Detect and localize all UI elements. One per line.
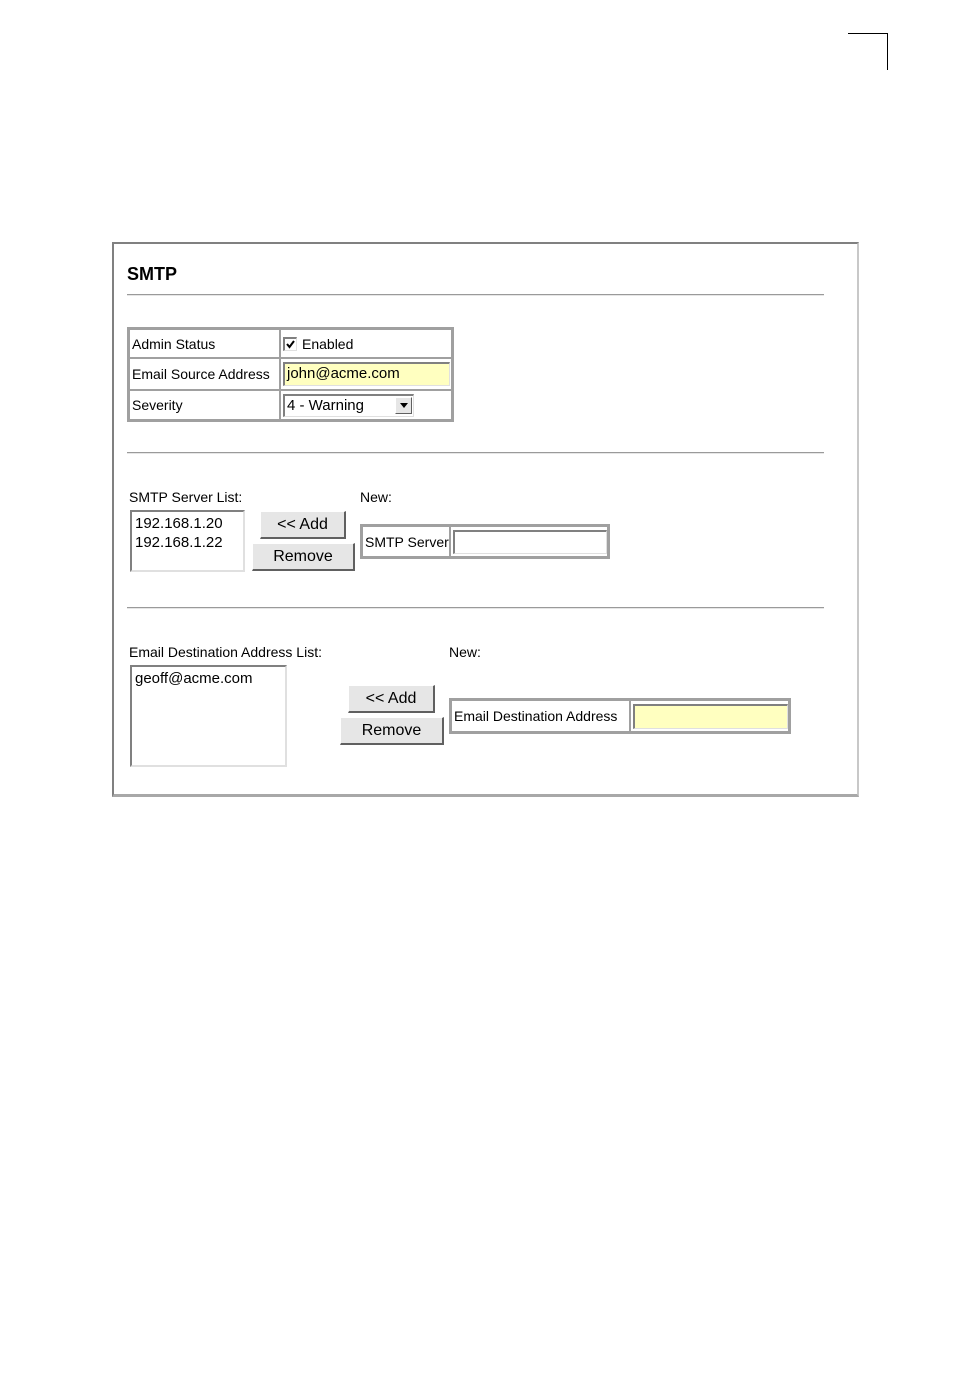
smtp-server-listbox[interactable] xyxy=(130,510,245,572)
email-source-cell xyxy=(280,358,452,390)
email-destination-new-label: New: xyxy=(449,644,481,660)
email-destination-remove-button[interactable]: Remove xyxy=(340,717,444,745)
email-destination-add-button[interactable]: << Add xyxy=(348,685,435,713)
crop-mark-vertical xyxy=(887,33,888,70)
email-destination-field-label: Email Destination Address xyxy=(451,700,630,732)
admin-status-label: Admin Status xyxy=(129,329,280,358)
divider-bottom xyxy=(127,607,824,609)
smtp-server-remove-button[interactable]: Remove xyxy=(252,543,355,571)
admin-status-cell xyxy=(280,329,452,358)
smtp-server-field-label: SMTP Server xyxy=(362,526,450,557)
email-destination-list-label: Email Destination Address List: xyxy=(129,644,322,660)
smtp-server-field-cell xyxy=(450,526,608,557)
smtp-server-list-label: SMTP Server List: xyxy=(129,489,243,505)
smtp-server-add-button[interactable]: << Add xyxy=(260,511,346,539)
divider-middle xyxy=(127,452,824,454)
severity-cell xyxy=(280,390,452,420)
severity-select[interactable] xyxy=(283,394,414,417)
email-destination-input[interactable] xyxy=(633,704,788,729)
list-item[interactable]: 192.168.1.20 xyxy=(135,515,223,532)
divider-top xyxy=(127,294,824,296)
severity-label: Severity xyxy=(129,390,280,420)
chevron-down-icon xyxy=(400,403,408,408)
email-source-label: Email Source Address xyxy=(129,358,280,390)
list-item[interactable]: 192.168.1.22 xyxy=(135,534,223,551)
admin-status-checkbox[interactable] xyxy=(283,337,297,351)
admin-status-checkbox-label: Enabled xyxy=(302,335,354,352)
list-item[interactable]: geoff@acme.com xyxy=(135,670,253,687)
email-destination-field-cell xyxy=(630,700,789,732)
page-title: SMTP xyxy=(127,264,178,284)
email-source-input[interactable]: john@acme.com xyxy=(283,362,450,386)
dropdown-button[interactable] xyxy=(395,397,412,414)
smtp-panel xyxy=(112,242,859,797)
checkmark-icon xyxy=(285,339,296,350)
smtp-server-new-label: New: xyxy=(360,489,392,505)
email-destination-listbox[interactable] xyxy=(130,665,287,767)
severity-selected-value: 4 - Warning xyxy=(287,396,364,414)
smtp-server-input[interactable] xyxy=(453,530,607,554)
crop-mark-horizontal xyxy=(848,33,888,34)
